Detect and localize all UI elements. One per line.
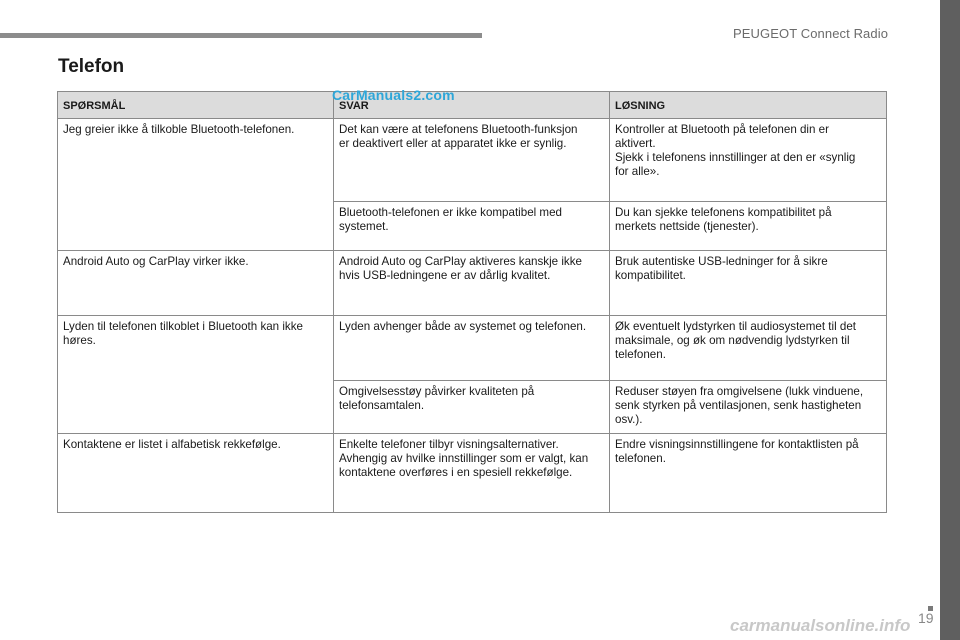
answer-text: Bluetooth-telefonen er ikke kompatibel med systemet. — [339, 206, 562, 233]
answer-cell — [334, 316, 610, 381]
header-rule — [0, 33, 482, 38]
solution-cell — [610, 119, 887, 202]
right-edge-strip — [940, 0, 960, 640]
solution-text: Endre visningsinnstillingene for kontaktlisten på telefonen. — [615, 438, 859, 465]
answer-text: Enkelte telefoner tilbyr visningsalternativer. Avhengig av hvilke innstillinger som er valgt, kan kontaktene overføres i en spesiell rekkefølge. — [339, 438, 589, 479]
solution-cell — [610, 202, 887, 251]
page-title: Telefon — [58, 56, 125, 77]
answer-text: Omgivelsesstøy påvirker kvaliteten på telefonsamtalen. — [339, 385, 535, 412]
question-cell — [58, 119, 334, 251]
question-cell — [58, 251, 334, 316]
solution-cell — [610, 434, 887, 513]
answer-cell — [334, 381, 610, 434]
column-header-solution: LØSNING — [610, 92, 887, 119]
solution-text: Du kan sjekke telefonens kompatibilitet på merkets nettside (tjenester). — [615, 206, 832, 233]
table-row — [58, 316, 887, 381]
solution-text: Kontroller at Bluetooth på telefonen din er aktivert. Sjekk i telefonens innstillinger at den er «synlig for alle». — [615, 123, 856, 178]
column-header-answer: SVAR — [334, 92, 610, 119]
answer-cell — [334, 202, 610, 251]
solution-cell — [610, 316, 887, 381]
watermark-top: CarManuals2.com — [332, 87, 455, 103]
solution-text: Bruk autentiske USB-ledninger for å sikre kompatibilitet. — [615, 255, 828, 282]
table-row — [58, 251, 887, 316]
answer-cell — [334, 434, 610, 513]
header-brand-label: PEUGEOT Connect Radio — [733, 26, 889, 41]
watermark-bottom: carmanualsonline.info — [730, 616, 911, 635]
answer-text: Det kan være at telefonens Bluetooth-funksjon er deaktivert eller at apparatet ikke er synlig. — [339, 123, 578, 150]
question-text: Android Auto og CarPlay virker ikke. — [63, 255, 249, 268]
answer-cell — [334, 251, 610, 316]
solution-text: Reduser støyen fra omgivelsene (lukk vinduene, senk styrken på ventilasjonen, senk hastigheten osv.). — [615, 385, 864, 426]
solution-cell — [610, 381, 887, 434]
troubleshooting-table — [57, 91, 887, 513]
question-cell — [58, 316, 334, 434]
answer-text: Lyden avhenger både av systemet og telefonen. — [339, 320, 587, 333]
solution-cell — [610, 251, 887, 316]
answer-text: Android Auto og CarPlay aktiveres kanskje ikke hvis USB-ledningene er av dårlig kvalitet. — [339, 255, 582, 282]
question-text: Lyden til telefonen tilkoblet i Bluetooth kan ikke høres. — [63, 320, 303, 347]
table-header-row — [58, 92, 887, 119]
question-cell — [58, 434, 334, 513]
table-row — [58, 434, 887, 513]
page-number: 19 — [918, 610, 934, 626]
question-text: Jeg greier ikke å tilkoble Bluetooth-telefonen. — [63, 123, 295, 136]
question-text: Kontaktene er listet i alfabetisk rekkefølge. — [63, 438, 281, 451]
answer-cell — [334, 119, 610, 202]
table-row — [58, 119, 887, 202]
solution-text: Øk eventuelt lydstyrken til audiosystemet til det maksimale, og øk om nødvendig lydstyrken til telefonen. — [615, 320, 857, 361]
column-header-question: SPØRSMÅL — [58, 92, 334, 119]
